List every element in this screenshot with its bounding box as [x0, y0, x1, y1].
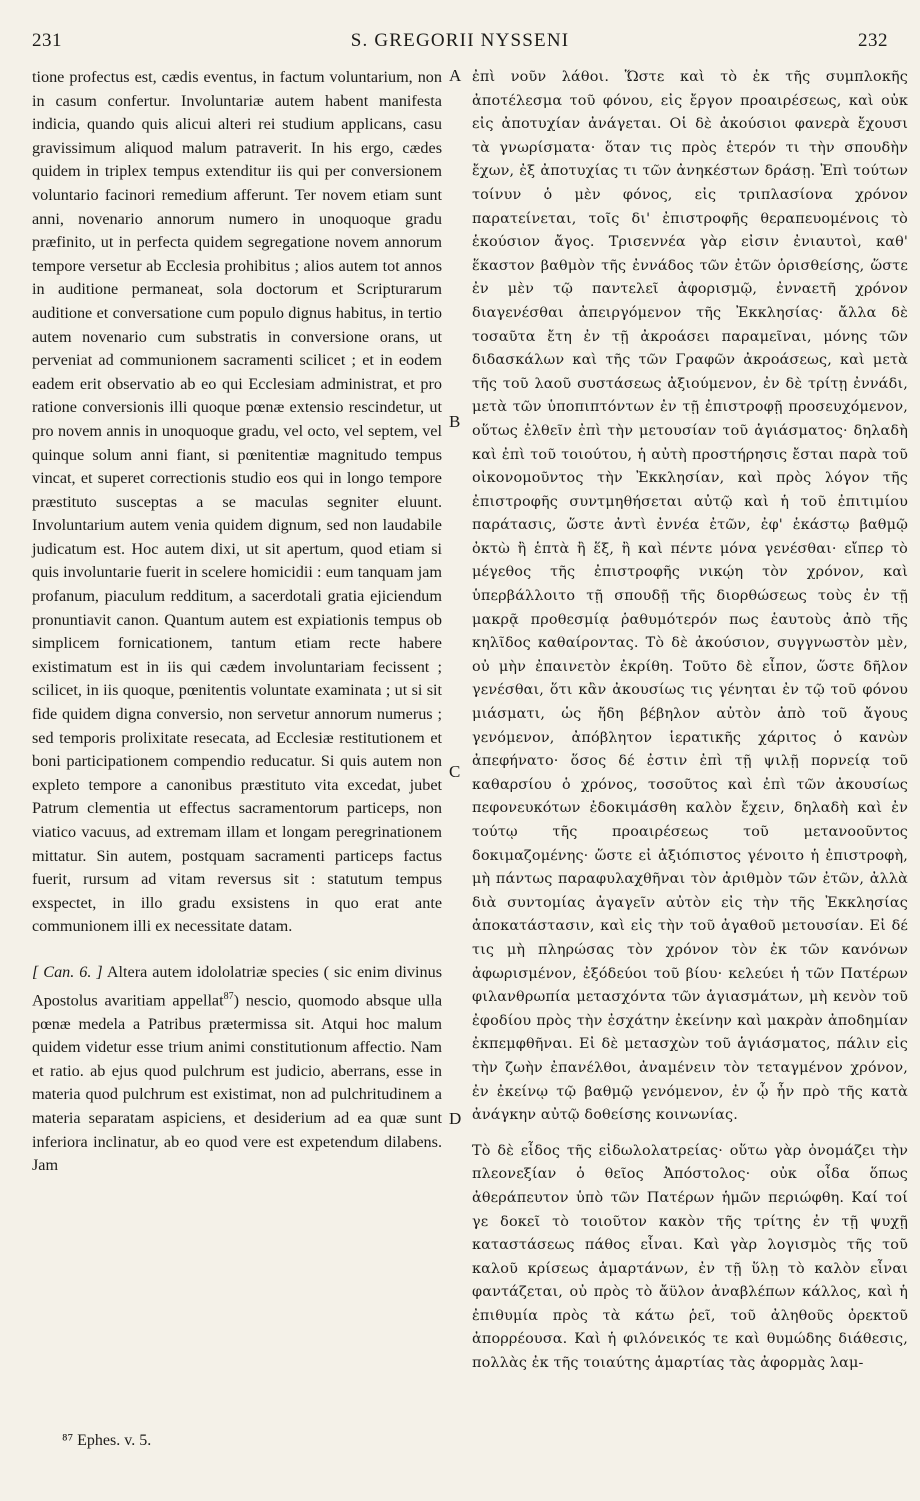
margin-marker-a: A — [449, 66, 462, 85]
greek-paragraph-1: ἐπὶ νοῦν λάθοι. Ὥστε καὶ τὸ ἐκ τῆς συμπλοκῆς ἀποτέλεσμα τοῦ φόνου, εἰς ἔργον προαιρέσεως, καὶ οὐκ εἰς ἀποτυχίαν ἀνάγεται. Οἱ δὲ ἀκούσιοι φανερὰ ἔχουσι τὰ γνωρίσματα· ὅταν τις πρὸς ἑτερόν τι τὴν σπουδὴν ἔχων, ἐξ ἀποτυχίας τι τῶν ἀνηκέστων δράσῃ. Ἐπὶ τούτων τοίνυν ὁ μὲν φόνος, εἰς τριπλασίονα χρόνον παρατείνεται, τοῖς δι' ἐπιστροφῆς θεραπευομένοις τὸ ἑκούσιον ἄγος. Τρισεννέα γὰρ εἰσιν ἐνιαυτοὶ, καθ' ἕκαστον βαθμὸν τῆς ἐννάδος τῶν ἐτῶν ὁρισθείσης, ὥστε ἐν μὲν τῷ παντελεῖ ἀφορισμῷ, ἐνναετῆ χρόνον διαγενέσθαι ἀπειργόμενον τῆς Ἐκκλησίας· ἄλλα δὲ τοσαῦτα ἔτη ἐν τῇ ἀκροάσει παραμεῖναι, μόνης τῶν διδασκάλων καὶ τῆς τῶν Γραφῶν ἀκροάσεως, καὶ μετὰ τῆς τοῦ λαοῦ συστάσεως ἀξιούμενον, ἐν δὲ τρίτῃ ἐννάδι, μετὰ τῶν ὑποπιπτόντων ἐν τῇ ἐπιστροφῇ προσευχόμενον, οὕτως ἐλθεῖν ἐπὶ τὴν μετουσίαν τοῦ ἁγιάσματος· δηλαδὴ καὶ ἐπὶ τοῦ τοιούτου, ἡ αὐτὴ προστήρησις ἔσται παρὰ τοῦ οἰκονομοῦντος τὴν Ἐκκλησίαν, καὶ πρὸς λόγον τῆς ἐπιστροφῆς συντμηθήσεται αὐτῷ καὶ ἡ τοῦ ἐπιτιμίου παράτασις, ὥστε ἀντὶ ἐννέα ἐτῶν, ἐφ' ἑκάστῳ βαθμῷ ὀκτὼ ἢ ἑπτὰ ἢ ἕξ, ἢ καὶ πέντε μόνα γενέσθαι· εἴπερ τὸ μέγεθος τῆς ἐπιστροφῆς νικῴη τὸν χρόνον, καὶ ὑπερβάλλοιτο τῇ σπουδῇ τῆς διορθώσεως τοὺς ἐν τῇ μακρᾷ προθεσμίᾳ ῥαθυμότερόν πως ἑαυτοὺς ἀπὸ τῆς κηλῖδος καθαίροντας. Τὸ δὲ ἀκούσιον, συγγνωστὸν μὲν, οὐ μὴν ἐπαινετὸν ἐκρίθη. Τοῦτο δὲ εἶπον, ὥστε δῆλον γενέσθαι, ὅτι κἂν ἀκουσίως τις γένηται ἐν τῷ τοῦ φόνου μιάσματι, ὡς ἤδη βέβηλον αὐτὸν ἀπὸ τοῦ ἄγους γενόμενον, ἀπόβλητον ἱερατικῆς χάριτος ὁ κανὼν ἀπεφήνατο· ὅσος δέ ἐστιν ἐπὶ τῇ ψιλῇ πορνείᾳ τοῦ καθαρσίου ὁ χρόνος, τοσοῦτος καὶ ἐπὶ τῶν ἀκουσίως πεφονευκότων ἐδοκιμάσθη καλὸν ἔχειν, δηλαδὴ καὶ ἐν τούτῳ τῆς προαιρέσεως τοῦ μετανοοῦντος δοκιμαζομένης· ὥστε εἰ ἀξιόπιστος γένοιτο ἡ ἐπιστροφὴ, μὴ πάντως παραφυλαχθῆναι τὸν ἀριθμὸν τῶν ἐτῶν, ἀλλὰ διὰ συντομίας ἀγαγεῖν αὐτὸν εἰς τὴν τῆς Ἐκκλησίας ἀποκατάστασιν, καὶ εἰς τὴν τοῦ ἀγαθοῦ μετουσίαν. Εἰ δέ τις μὴ πληρώσας τὸν χρόνον τὸν ἐκ τῶν κανόνων ἀφωρισμένον, ἐξόδεύοι τοῦ βίου· κελεύει ἡ τῶν Πατέρων φιλανθρωπία μετασχόντα τῶν ἁγιασμάτων, μὴ κενὸν τοῦ ἐφοδίου πρὸς τὴν ἐσχάτην ἐκείνην καὶ μακρὰν ἀποδημίαν ἐκπεμφθῆναι. Εἰ δὲ μετασχὼν τοῦ ἁγιάσματος, πάλιν εἰς τὴν ζωὴν ἐπανέλθοι, ἀναμένειν τὸν τεταγμένον χρόνον, ἐν ἐκείνῳ τῷ βαθμῷ γενόμενον, ἐν ᾧ ἦν πρὸ τῆς κατὰ ἀνάγκην αὐτῷ δοθείσης κοινωνίας. — [472, 69, 908, 1124]
footnote-ref: 87 — [223, 990, 234, 1002]
latin-paragraph-2 — [32, 961, 442, 1178]
footnote: ⁸⁷ Ephes. v. 5. — [62, 1432, 152, 1449]
latin-paragraph-1: tione profectus est, cædis eventus, in factum voluntarium, non in casum confertur. Involuntariæ autem habent manifesta indicia, quando quis alicui alteri rei studium applicans, casu gravissimum aliquod malum patraverit. In his ergo, cædes quidem in triplex tempus extenditur iis qui per conversionem voluntario facinori remedium afferunt. Ter novem etiam sunt anni, novenario annorum numero in unoquoque gradu præfinito, ut in perfecta quidem segregatione novem annorum tempore versetur ab Ecclesia prohibitus ; alios autem tot annos in auditione permaneat, sola doctorum et Scripturarum auditione et conversatione cum populo dignus habitus, in tertio autem novenario cum substratis in conversione orans, ut perveniat ad communionem sacramenti scilicet ; et in eodem eadem erit observatio ab eo qui Ecclesiam administrat, et pro ratione conversionis illi quoque pœnæ extensio rescindetur, ut pro novem annis in unoquoque gradu, vel octo, vel septem, vel quinque solum anni fiant, si pœnitentiæ magnitudo tempus vincat, et superet correctionis studio eos qui in longo tempore præstituto susceptas a se maculas segniter eluunt. Involuntarium autem venia quidem dignum, sed non laudabile judicatum est. Hoc autem dixi, ut sit apertum, quod etiam si quis involuntarie fuerit in scelere homicidii : eum tanquam jam profanum, piaculum redditum, a sacerdotali gratia ejiciendum pronuntiavit canon. Quantum autem est expiationis tempus ob simplicem fornicationem, tantum etiam recte habere existimatum est in iis qui cædem involuntariam fecissent ; scilicet, in iis quoque, pœnitentis voluntate examinata ; ut si sit fide quidem digna conversio, non servetur annorum numerus ; sed temporis prolixitate resecata, ad Ecclesiæ restitutionem et boni participationem compendio reducatur. Si quis autem non expleto tempore a canonibus præstituto vita excedat, jubet Patrum clementia ut effectus sacramentorum particeps, non viatico vacuus, ad extremam illam et longam peregrinationem mittatur. Sin autem, postquam sacramenti particeps factus fuerit, rursum ad vitam reversus sit : statutum tempus exspectet, in illo gradu exsistens in quo erat ante communionem illi ex necessitate datam. — [32, 68, 442, 936]
margin-marker-c: C — [449, 762, 461, 781]
canon-tag: [ Can. 6. ] — [32, 962, 103, 981]
running-header — [32, 30, 888, 60]
latin-paragraph-2-text-a: Altera autem idololatriæ species ( sic enim divinus Apostolus avaritiam appellat — [32, 962, 442, 1009]
greek-paragraph-2: Τὸ δὲ εἶδος τῆς εἰδωλολατρείας· οὕτω γὰρ ὀνομάζει τὴν πλεονεξίαν ὁ θεῖος Ἀπόστολος· οὐκ οἶδα ὅπως ἀθεράπευτον ὑπὸ τῶν Πατέρων ἡμῶν περιώφθη. Καί τοί γε δοκεῖ τὸ τοιοῦτον κακὸν τῆς τρίτης ἐν τῇ ψυχῇ καταστάσεως πάθος εἶναι. Καὶ γὰρ λογισμὸς τῆς τοῦ καλοῦ κρίσεως ἁμαρτάνων, ἐν τῇ ὕλῃ τὸ καλὸν εἶναι φαντάζεται, οὐ πρὸς τὸ ἄϋλον ἀναβλέπων κάλλος, καὶ ἡ ἐπιθυμία πρὸς τὰ κάτω ῥεῖ, τοῦ ἀληθοῦς ὀρεκτοῦ ἀπορρέουσα. Καὶ ἡ φιλόνεικός τε καὶ θυμώδης διάθεσις, πολλὰς ἐκ τῆς τοιαύτης ἁμαρτίας τὰς ἀφορμὰς λαμ- — [472, 1142, 908, 1372]
latin-paragraph-2-text-b: ) nescio, quomodo absque ulla pœnæ medela a Patribus prætermissa sit. Atqui hoc malum quidem videtur esse trium animi constitutionum affectio. Nam et ratio. ab ejus quod pulchrum est judicio, aberrans, esse in materia quod pulchrum est existimat, non ad pulchritudinem a materia separatam aspiciens, et desiderium ad ea quæ sunt inferiora inclinatur, ab eo quod vere est expetendum dilabens. Jam — [32, 990, 443, 1175]
running-title: S. GREGORII NYSSENI — [350, 30, 570, 51]
right-page-number: 232 — [858, 30, 888, 51]
margin-marker-b: B — [449, 412, 461, 431]
margin-marker-d: D — [449, 1109, 462, 1128]
left-page-number: 231 — [32, 30, 62, 51]
latin-column — [32, 66, 442, 1178]
greek-column — [472, 66, 908, 1376]
